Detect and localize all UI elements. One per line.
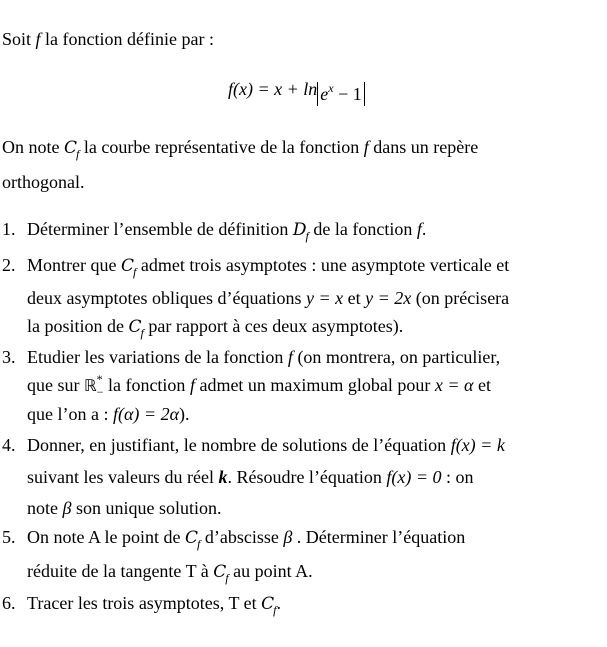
item-3-line-2 (27, 372, 492, 399)
item-1-text-c: . (421, 219, 427, 239)
equation-f-x-k: f(x) = k (450, 435, 505, 455)
function-name: f (363, 137, 369, 157)
item-5-line-2 (27, 561, 313, 585)
exp-sup: x (328, 81, 334, 95)
beta-symbol: β (283, 527, 293, 547)
note-text-end: dans un repère (368, 137, 479, 157)
note-text-mid: la courbe représentative de la fonction (79, 137, 364, 157)
function-name: f (287, 347, 293, 367)
curve-symbol: C (213, 562, 226, 582)
real-set-sup: * (96, 372, 103, 386)
curve-sub: f (273, 603, 277, 617)
item-5-text-c: . Déterminer l’équation (292, 527, 466, 547)
real-set-symbol: ℝ (84, 376, 97, 395)
item-2-line-3 (27, 316, 404, 340)
definition-formula (228, 80, 365, 106)
item-1-number: 1. (2, 219, 16, 239)
item-2-text-g: par rapport à ces deux asymptotes). (143, 316, 404, 336)
note-text: On note (2, 137, 64, 157)
equation-y-2x: y = 2x (365, 288, 412, 308)
formula-rest: − 1 (333, 84, 362, 104)
equation-f-x-0: f(x) = 0 (386, 467, 442, 487)
equation-x-alpha: x = α (434, 375, 474, 395)
item-2-line-1 (27, 255, 510, 279)
beta-symbol: β (62, 498, 72, 518)
intro-text: Soit (2, 29, 36, 49)
domain-sub: f (305, 229, 309, 243)
abs-value (317, 82, 364, 106)
item-6-text-b: . (276, 593, 281, 613)
item-4-text-d: : on (441, 467, 474, 487)
domain-symbol: D (292, 220, 306, 240)
item-4-line-3 (27, 499, 221, 517)
item-4-text-f: son unique solution. (71, 498, 222, 518)
curve-symbol: C (120, 256, 133, 276)
item-5-line-1 (27, 527, 466, 551)
function-name: f (189, 375, 195, 395)
item-3-text: Etudier les variations de la fonction (27, 347, 288, 367)
item-2-text: Montrer que (27, 255, 121, 275)
item-3-text-d: la fonction (103, 375, 190, 395)
item-3-line-1 (27, 348, 500, 366)
equation-y-x: y = x (305, 288, 344, 308)
note-line-2 (2, 173, 85, 191)
item-4-text-c: . Résoudre l’équation (227, 467, 387, 487)
item-2-text-c: deux asymptotes obliques d’équations (27, 288, 306, 308)
item-2-text-b: admet trois asymptotes : une asymptote verticale et (136, 255, 510, 275)
item-3-number: 3. (2, 347, 16, 367)
item-4-line-2 (27, 468, 474, 486)
formula-lhs: f(x) = x + ln (228, 79, 318, 99)
real-set-sub: − (96, 385, 104, 399)
curve-symbol: C (64, 138, 77, 158)
item-2-number: 2. (2, 255, 16, 275)
item-4-text-e: note (27, 498, 63, 518)
item-2-text-e: (on précisera (411, 288, 510, 308)
real-k: k (218, 467, 228, 487)
item-5-text: On note A le point de (27, 527, 185, 547)
curve-sub: f (140, 326, 144, 340)
item-6-text: Tracer les trois asymptotes, T et (27, 593, 262, 613)
item-6 (27, 593, 281, 617)
item-5-number: 5. (2, 527, 16, 547)
item-1-text-b: de la fonction (308, 219, 417, 239)
item-5-text-d: réduite de la tangente T à (27, 561, 214, 581)
note-line-1 (2, 137, 479, 161)
item-5-text-e: au point A. (228, 561, 313, 581)
exp-base: e (320, 84, 329, 104)
intro-text-end: la fonction définie par : (40, 29, 214, 49)
item-3-text-f: et (473, 375, 492, 395)
item-4-line-1 (27, 436, 505, 454)
curve-sub: f (76, 147, 80, 161)
item-1 (27, 219, 427, 243)
item-2-text-d: et (343, 288, 366, 308)
item-1-text: Déterminer l’ensemble de définition (27, 219, 293, 239)
equation-f-alpha: f(α) = 2α (112, 404, 180, 424)
function-name: f (416, 219, 422, 239)
item-4-number: 4. (2, 435, 16, 455)
item-5-text-b: d’abscisse (200, 527, 284, 547)
curve-symbol: C (128, 317, 141, 337)
curve-sub: f (197, 537, 201, 551)
function-name: f (35, 29, 41, 49)
curve-symbol: C (261, 594, 274, 614)
intro-line (2, 30, 214, 48)
item-3-text-h: ). (179, 404, 190, 424)
curve-sub: f (133, 265, 137, 279)
item-3-line-3 (27, 405, 190, 423)
item-3-text-e: admet un maximum global pour (194, 375, 435, 395)
item-6-number: 6. (2, 593, 16, 613)
item-3-text-c: que sur (27, 375, 84, 395)
item-4-text-b: suivant les valeurs du réel (27, 467, 219, 487)
item-3-text-g: que l’on a : (27, 404, 113, 424)
curve-sub: f (225, 571, 229, 585)
item-3-text-b: (on montrera, on particulier, (292, 347, 501, 367)
item-2-text-f: la position de (27, 316, 129, 336)
note-text-2: orthogonal. (2, 172, 85, 192)
curve-symbol: C (184, 528, 197, 548)
item-4-text: Donner, en justifiant, le nombre de solutions de l’équation (27, 435, 451, 455)
item-2-line-2 (27, 289, 509, 307)
